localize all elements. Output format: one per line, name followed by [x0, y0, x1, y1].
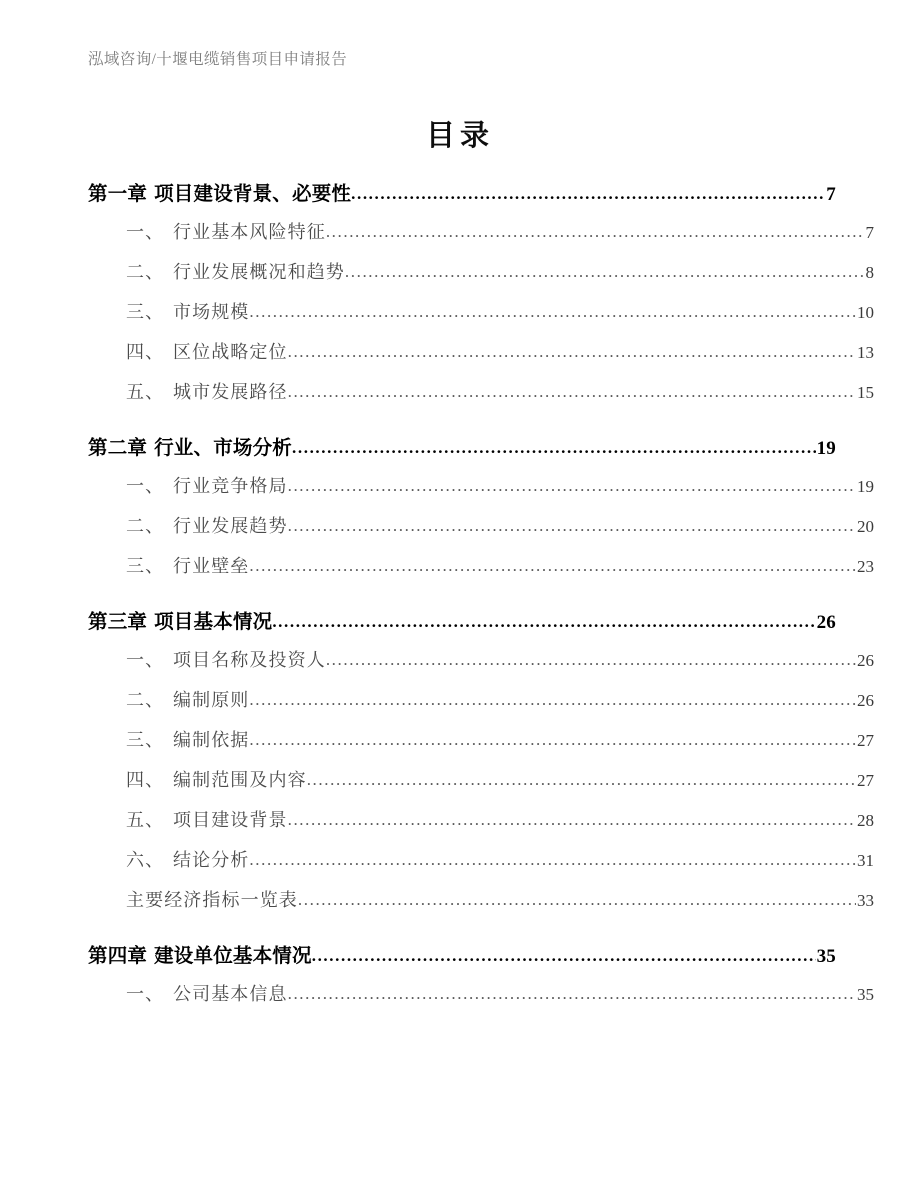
toc-leader-dots [351, 185, 825, 202]
toc-section-entry[interactable] [88, 726, 874, 766]
toc-leader-dots [288, 383, 856, 400]
toc-entry-number: 第一章 [88, 184, 148, 205]
toc-chapter-entry[interactable] [88, 178, 836, 218]
toc-leader-dots [292, 439, 816, 456]
toc-entry-label [126, 218, 326, 244]
toc-entry-text: 项目名称及投资人 [173, 650, 326, 670]
toc-entry-number: 一、 [126, 984, 165, 1004]
toc-entry-text: 行业发展趋势 [173, 516, 288, 536]
toc-entry-label [88, 432, 292, 460]
toc-entry-text: 行业壁垒 [173, 556, 250, 576]
toc-entry-number: 第三章 [88, 612, 148, 633]
toc-entry-number: 一、 [126, 650, 165, 670]
toc-entry-number: 二、 [126, 262, 165, 282]
toc-entry-text: 行业、市场分析 [154, 438, 293, 459]
toc-entry-page-number: 8 [865, 263, 874, 282]
toc-entry-page-number: 33 [857, 891, 874, 910]
toc-section-entry[interactable] [88, 378, 874, 418]
toc-leader-dots [326, 651, 856, 668]
toc-leader-dots [249, 303, 856, 320]
toc-entry-page-number: 26 [857, 651, 874, 670]
toc-entry-number: 三、 [126, 302, 165, 322]
toc-entry-label [126, 726, 249, 752]
toc-entry-label [88, 178, 351, 206]
toc-entry-page-number: 20 [857, 517, 874, 536]
toc-section-entry[interactable] [88, 806, 874, 846]
toc-entry-page-number: 35 [857, 985, 874, 1004]
toc-leader-dots [307, 771, 856, 788]
toc-leader-dots [288, 811, 856, 828]
toc-entry-label [126, 886, 298, 912]
toc-entry-text: 编制原则 [173, 690, 250, 710]
toc-section-entry[interactable] [88, 766, 874, 806]
toc-leader-dots [298, 891, 856, 908]
toc-entry-page-number: 7 [826, 184, 836, 205]
toc-entry-text: 行业竞争格局 [173, 476, 288, 496]
page-title: 目录 [425, 120, 494, 152]
toc-section-entry[interactable] [88, 646, 874, 686]
toc-entry-text: 结论分析 [173, 850, 250, 870]
toc-section-entry[interactable] [88, 980, 874, 1020]
toc-leader-dots [288, 343, 856, 360]
toc-entry-label [126, 298, 249, 324]
toc-entry-text: 行业发展概况和趋势 [173, 262, 345, 282]
toc-entry-label [88, 606, 272, 634]
toc-entry-label [126, 378, 288, 404]
toc-entry-label [126, 686, 249, 712]
toc-entry-page-number: 10 [857, 303, 874, 322]
toc-entry-number: 六、 [126, 850, 165, 870]
toc-entry-number: 二、 [126, 690, 165, 710]
toc-entry-text: 项目建设背景、必要性 [154, 184, 352, 205]
toc-section-entry[interactable] [88, 846, 874, 886]
toc-entry-label [126, 512, 288, 538]
toc-entry-number: 四、 [126, 342, 165, 362]
toc-section-entry[interactable] [88, 886, 874, 926]
toc-entry-number: 五、 [126, 382, 165, 402]
toc-section-entry[interactable] [88, 338, 874, 378]
toc-entry-number: 一、 [126, 476, 165, 496]
toc-section-entry[interactable] [88, 686, 874, 726]
toc-leader-dots [312, 947, 816, 964]
toc-group-spacer [88, 418, 836, 432]
toc-leader-dots [288, 477, 856, 494]
toc-entry-number: 二、 [126, 516, 165, 536]
toc-section-entry[interactable] [88, 218, 874, 258]
toc-entry-text: 城市发展路径 [173, 382, 288, 402]
document-running-header: 泓域咨询/十堰电缆销售项目申请报告 [88, 51, 348, 68]
toc-section-entry[interactable] [88, 552, 874, 592]
toc-section-entry[interactable] [88, 472, 874, 512]
toc-entry-label [126, 846, 249, 872]
toc-leader-dots [249, 731, 856, 748]
toc-group-spacer [88, 926, 836, 940]
toc-entry-page-number: 27 [857, 771, 874, 790]
toc-chapter-entry[interactable] [88, 606, 836, 646]
toc-leader-dots [249, 557, 856, 574]
toc-entry-label [126, 552, 249, 578]
toc-entry-page-number: 26 [857, 691, 874, 710]
toc-chapter-entry[interactable] [88, 940, 836, 980]
toc-entry-page-number: 7 [865, 223, 874, 242]
toc-entry-page-number: 28 [857, 811, 874, 830]
toc-chapter-entry[interactable] [88, 432, 836, 472]
toc-entry-text: 编制范围及内容 [173, 770, 307, 790]
toc-entry-label [126, 338, 288, 364]
toc-entry-page-number: 35 [816, 946, 836, 967]
toc-entry-page-number: 27 [857, 731, 874, 750]
toc-entry-text: 行业基本风险特征 [173, 222, 326, 242]
toc-entry-page-number: 19 [857, 477, 874, 496]
toc-entry-label [88, 940, 312, 968]
toc-entry-text: 公司基本信息 [173, 984, 288, 1004]
toc-section-entry[interactable] [88, 298, 874, 338]
toc-entry-number: 五、 [126, 810, 165, 830]
toc-entry-label [126, 766, 307, 792]
toc-leader-dots [326, 223, 865, 240]
toc-group-spacer [88, 592, 836, 606]
toc-entry-number: 四、 [126, 770, 165, 790]
toc-leader-dots [249, 691, 856, 708]
toc-entry-number: 第二章 [88, 438, 148, 459]
toc-entry-text: 区位战略定位 [173, 342, 288, 362]
toc-entry-number: 一、 [126, 222, 165, 242]
toc-entry-text: 项目基本情况 [154, 612, 273, 633]
toc-entry-page-number: 26 [816, 612, 836, 633]
toc-leader-dots [249, 851, 856, 868]
table-of-contents [88, 178, 874, 1020]
toc-entry-number: 第四章 [88, 946, 148, 967]
toc-entry-text: 建设单位基本情况 [154, 946, 312, 967]
toc-entry-page-number: 15 [857, 383, 874, 402]
toc-section-entry[interactable] [88, 512, 874, 552]
toc-entry-text: 主要经济指标一览表 [126, 890, 298, 910]
toc-entry-text: 市场规模 [173, 302, 250, 322]
toc-entry-label [126, 980, 288, 1006]
toc-leader-dots [288, 517, 856, 534]
toc-entry-page-number: 19 [816, 438, 836, 459]
toc-entry-text: 项目建设背景 [173, 810, 288, 830]
toc-entry-label [126, 646, 326, 672]
toc-leader-dots [272, 613, 815, 630]
toc-entry-page-number: 23 [857, 557, 874, 576]
toc-leader-dots [345, 263, 865, 280]
toc-section-entry[interactable] [88, 258, 874, 298]
toc-leader-dots [288, 985, 856, 1002]
toc-entry-page-number: 31 [857, 851, 874, 870]
toc-entry-page-number: 13 [857, 343, 874, 362]
toc-entry-number: 三、 [126, 730, 165, 750]
toc-entry-label [126, 806, 288, 832]
toc-entry-text: 编制依据 [173, 730, 250, 750]
toc-entry-label [126, 258, 345, 284]
toc-entry-number: 三、 [126, 556, 165, 576]
toc-entry-label [126, 472, 288, 498]
